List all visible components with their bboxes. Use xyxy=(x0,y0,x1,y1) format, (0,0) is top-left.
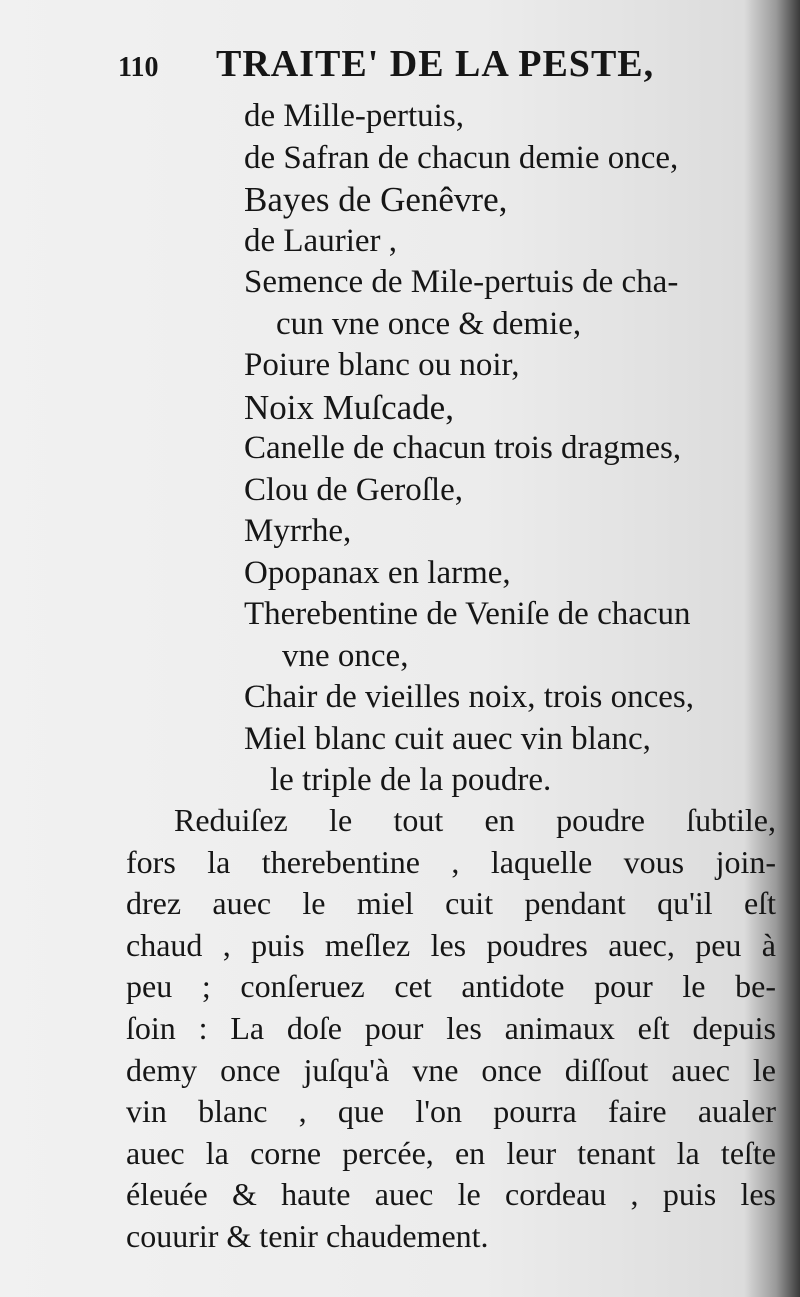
list-item: Poiure blanc ou noir, xyxy=(244,347,520,383)
paragraph-line: ſoin : La doſe pour les animaux eſt depuis xyxy=(126,1009,776,1046)
list-item: de Laurier , xyxy=(244,222,397,259)
list-item: Noix Muſcade, xyxy=(244,387,454,427)
paragraph-line: fors la therebentine , laquelle vous join- xyxy=(126,843,776,880)
list-item: Canelle de chacun trois dragmes, xyxy=(244,430,682,466)
list-item: Myrrhe, xyxy=(244,513,352,549)
list-item: Bayes de Genêvre, xyxy=(244,180,508,219)
list-item: cun vne once & demie, xyxy=(276,305,582,342)
paragraph-line: drez auec le miel cuit pendant qu'il eſt xyxy=(126,885,776,922)
ingredient-list xyxy=(244,96,774,802)
list-item: vne once, xyxy=(282,637,409,674)
paragraph-line: éleuée & haute auec le cordeau , puis les xyxy=(126,1176,776,1213)
list-item: Miel blanc cuit auec vin blanc, xyxy=(244,720,651,757)
paragraph-line: couurir & tenir chaudement. xyxy=(126,1217,489,1254)
paragraph-line: demy once juſqu'à vne once diſſout auec le xyxy=(126,1051,776,1088)
paragraph-line: vin blanc , que l'on pourra faire aualer xyxy=(126,1093,776,1130)
paragraph-line: peu ; conſeruez cet antidote pour le be- xyxy=(126,968,776,1005)
list-item: de Safran de chacun demie once, xyxy=(244,139,679,176)
page-number: 110 xyxy=(118,52,159,83)
paragraph-line: chaud , puis meſlez les poudres auec, peu à xyxy=(126,926,776,963)
list-item: Clou de Geroſle, xyxy=(244,471,464,508)
page-header xyxy=(118,42,698,92)
paragraph-line: auec la corne percée, en leur tenant la teſte xyxy=(126,1134,776,1171)
list-item: Semence de Mile-pertuis de cha- xyxy=(244,264,679,300)
running-title: TRAITE' DE LA PESTE, xyxy=(216,43,655,85)
list-item: de Mille-pertuis, xyxy=(244,98,464,134)
list-item: le triple de la poudre. xyxy=(270,762,552,798)
paragraph-line: Reduiſez le tout en poudre ſubtile, xyxy=(174,802,776,838)
list-item: Chair de vieilles noix, trois onces, xyxy=(244,679,694,715)
list-item: Opopanax en larme, xyxy=(244,554,511,591)
body-paragraph xyxy=(126,800,776,1258)
list-item: Therebentine de Veniſe de chacun xyxy=(244,596,691,632)
